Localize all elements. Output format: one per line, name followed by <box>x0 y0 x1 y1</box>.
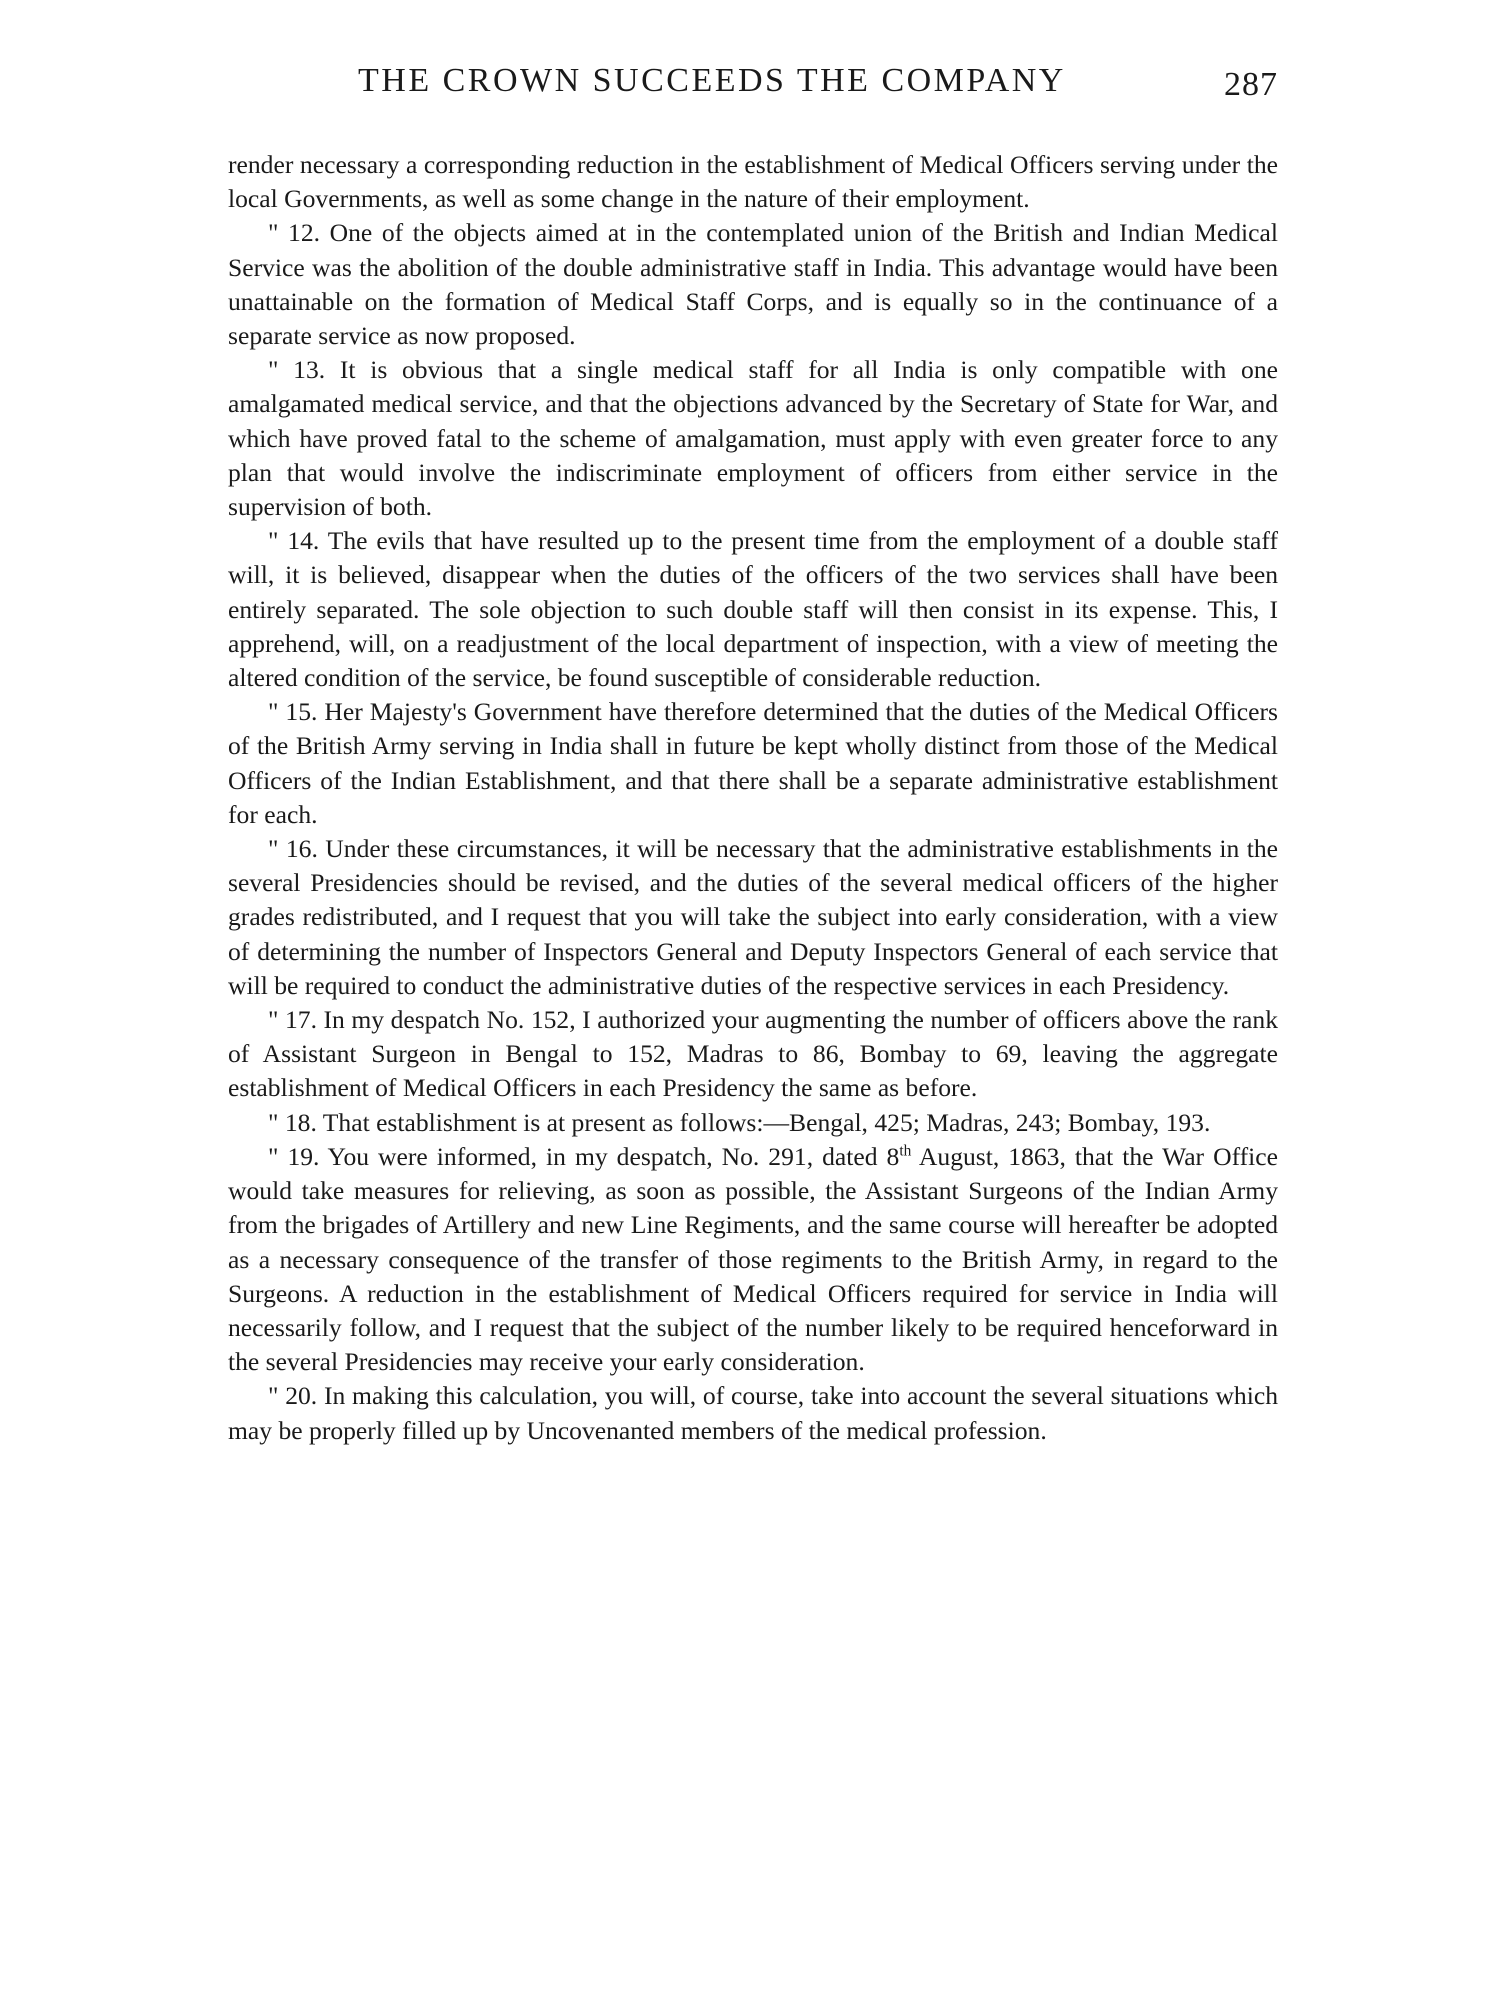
paragraph-20: " 20. In making this calculation, you will, of course, take into account the several situations which may be properly filled up by Uncovenanted members of the medical profession. <box>228 1381 1278 1445</box>
paragraph-19 <box>228 1140 1278 1379</box>
paragraph-15: " 15. Her Majesty's Government have therefore determined that the duties of the Medical Officers of the British Army serving in India shall in future be kept wholly distinct from those of the Medical Officers of the Indian Establishment, and that there shall be a separate administrative establishment for each. <box>228 697 1278 829</box>
paragraph-continuation: render necessary a corresponding reduction in the establishment of Medical Officers serving under the local Governments, as well as some change in the nature of their employment. <box>228 150 1278 214</box>
page-number: 287 <box>1224 66 1278 103</box>
book-page <box>228 62 1278 1448</box>
paragraph-19-text-start: " 19. You were informed, in my despatch, No. 291, dated 8 <box>268 1141 900 1171</box>
body-text <box>228 148 1278 1448</box>
paragraph-18: " 18. That establishment is at present as follows:—Bengal, 425; Madras, 243; Bombay, 193. <box>268 1107 1211 1137</box>
page-header <box>228 62 1278 118</box>
paragraph-17: " 17. In my despatch No. 152, I authorized your augmenting the number of officers above the rank of Assistant Surgeon in Bengal to 152, Madras to 86, Bombay to 69, leaving the aggregate establishment of Medical Officers in each Presidency the same as before. <box>228 1005 1278 1103</box>
paragraph-13: " 13. It is obvious that a single medical staff for all India is only compatible with one amalgamated medical service, and that the objections advanced by the Secretary of State for War, and which have proved fatal to the scheme of amalgamation, must apply with even greater force to any plan that would involve the indiscriminate employment of officers from either service in the supervision of both. <box>228 355 1278 522</box>
paragraph-19-text-end: August, 1863, that the War Office would take measures for relieving, as soon as possible, the Assistant Surgeons of the Indian Army from the brigades of Artillery and new Line Regiments, and the same course will hereafter be adopted as a necessary consequence of the transfer of those regiments to the British Army, in regard to the Surgeons. A reduction in the establishment of Medical Officers required for service in India will necessarily follow, and I request that the subject of the number likely to be required henceforward in the several Presidencies may receive your early consideration. <box>228 1141 1278 1377</box>
paragraph-12: " 12. One of the objects aimed at in the contemplated union of the British and Indian Medical Service was the abolition of the double administrative staff in India. This advantage would have been unattainable on the formation of Medical Staff Corps, and is equally so in the continuance of a separate service as now proposed. <box>228 218 1278 351</box>
running-title: THE CROWN SUCCEEDS THE COMPANY <box>358 62 1066 99</box>
paragraph-14: " 14. The evils that have resulted up to the present time from the employment of a double staff will, it is believed, disappear when the duties of the officers of the two services shall have been entirely separated. The sole objection to such double staff will then consist in its expense. This, I apprehend, will, on a readjustment of the local department of inspection, with a view of meeting the altered condition of the service, be found susceptible of considerable reduction. <box>228 526 1278 693</box>
ordinal-suffix: th <box>899 1142 912 1160</box>
paragraph-16: " 16. Under these circumstances, it will be necessary that the administrative establishments in the several Presidencies should be revised, and the duties of the several medical officers of the higher grades redistributed, and I request that you will take the subject into early consideration, with a view of determining the number of Inspectors General and Deputy Inspectors General of each service that will be required to conduct the administrative duties of the respective services in each Presidency. <box>228 834 1278 1000</box>
